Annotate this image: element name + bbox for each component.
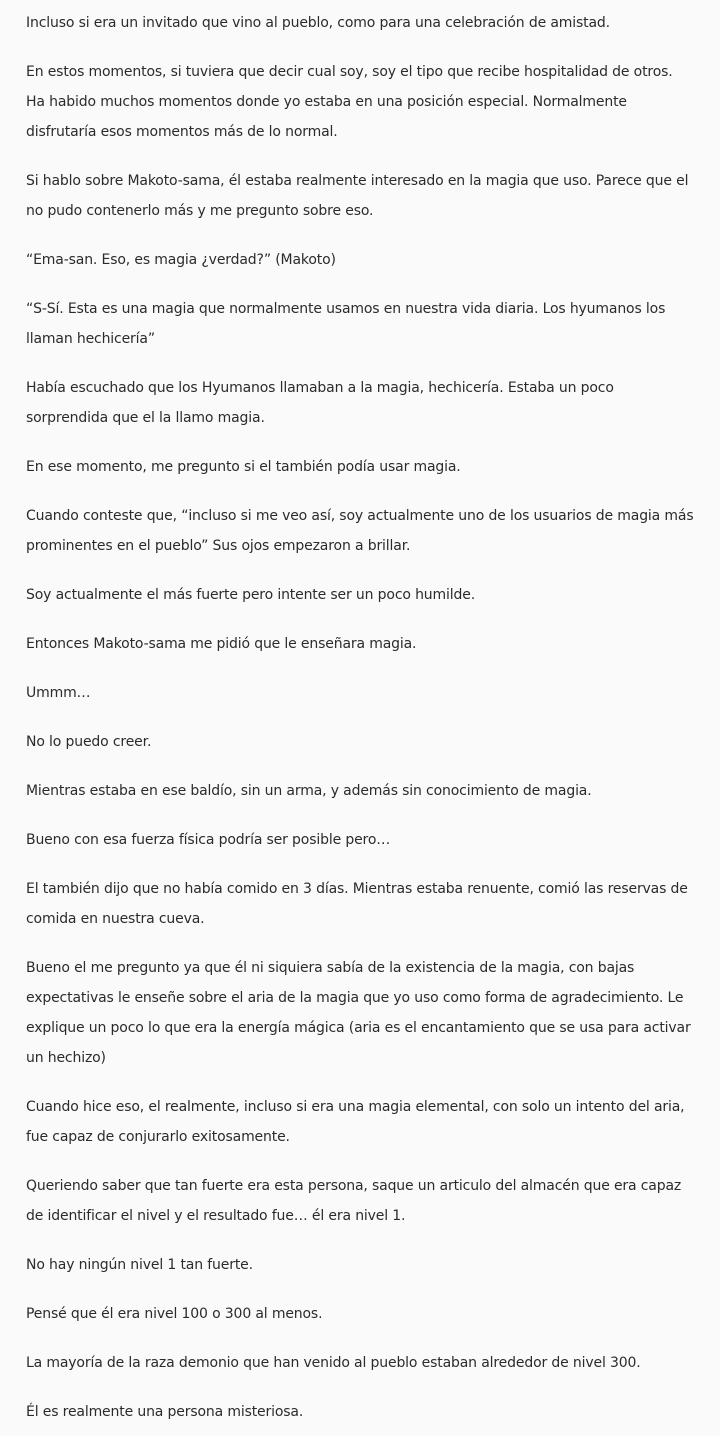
paragraph: Él es realmente una persona misteriosa. (26, 1404, 304, 1420)
paragraph: Cuando hice eso, el realmente, incluso si era una magia elemental, con solo un intento del aria, fue capaz de conjurarlo exitosamente. (26, 1099, 685, 1145)
paragraph: No hay ningún nivel 1 tan fuerte. (26, 1257, 253, 1273)
paragraph: El también dijo que no había comido en 3 días. Mientras estaba renuente, comió las reservas de comida en nuestra cueva. (26, 881, 688, 927)
paragraph: Queriendo saber que tan fuerte era esta persona, saque un articulo del almacén que era capaz de identificar el nivel y el resultado fue… él era nivel 1. (26, 1178, 682, 1224)
paragraph: “Ema-san. Eso, es magia ¿verdad?” (Makoto) (26, 252, 336, 268)
paragraph: Pensé que él era nivel 100 o 300 al menos. (26, 1306, 323, 1322)
paragraph: Incluso si era un invitado que vino al pueblo, como para una celebración de amistad. (26, 15, 610, 31)
paragraph: Soy actualmente el más fuerte pero intente ser un poco humilde. (26, 587, 476, 603)
paragraph: Había escuchado que los Hyumanos llamaban a la magia, hechicería. Estaba un poco sorprendida que el la llamo magia. (26, 380, 614, 426)
paragraph: Ummm… (26, 685, 91, 701)
paragraph: Mientras estaba en ese baldío, sin un arma, y además sin conocimiento de magia. (26, 783, 592, 799)
paragraph: Bueno el me pregunto ya que él ni siquiera sabía de la existencia de la magia, con bajas expectativas le enseñe sobre el aria de la magia que yo uso como forma de agradecimiento. Le explique un poco lo que era la energía mágica (aria es el encantamiento que se usa para activar un hechizo) (26, 960, 691, 1066)
paragraph: Bueno con esa fuerza física podría ser posible pero… (26, 832, 391, 848)
paragraph: No lo puedo creer. (26, 734, 152, 750)
paragraph: “S-Sí. Esta es una magia que normalmente usamos en nuestra vida diaria. Los hyumanos los llaman hechicería” (26, 301, 666, 347)
paragraph: En estos momentos, si tuviera que decir cual soy, soy el tipo que recibe hospitalidad de otros. Ha habido muchos momentos donde yo estaba en una posición especial. Normalmente disfrutaría esos momentos más de lo normal. (26, 64, 673, 140)
paragraph: Cuando conteste que, “incluso si me veo así, soy actualmente uno de los usuarios de magia más prominentes en el pueblo” Sus ojos empezaron a brillar. (26, 508, 694, 554)
paragraph: La mayoría de la raza demonio que han venido al pueblo estaban alrededor de nivel 300. (26, 1355, 641, 1371)
paragraph: Si hablo sobre Makoto-sama, él estaba realmente interesado en la magia que uso. Parece que el no pudo contenerlo más y me pregunto sobre eso. (26, 173, 689, 219)
paragraph: Entonces Makoto-sama me pidió que le enseñara magia. (26, 636, 417, 652)
paragraph: En ese momento, me pregunto si el también podía usar magia. (26, 459, 461, 475)
